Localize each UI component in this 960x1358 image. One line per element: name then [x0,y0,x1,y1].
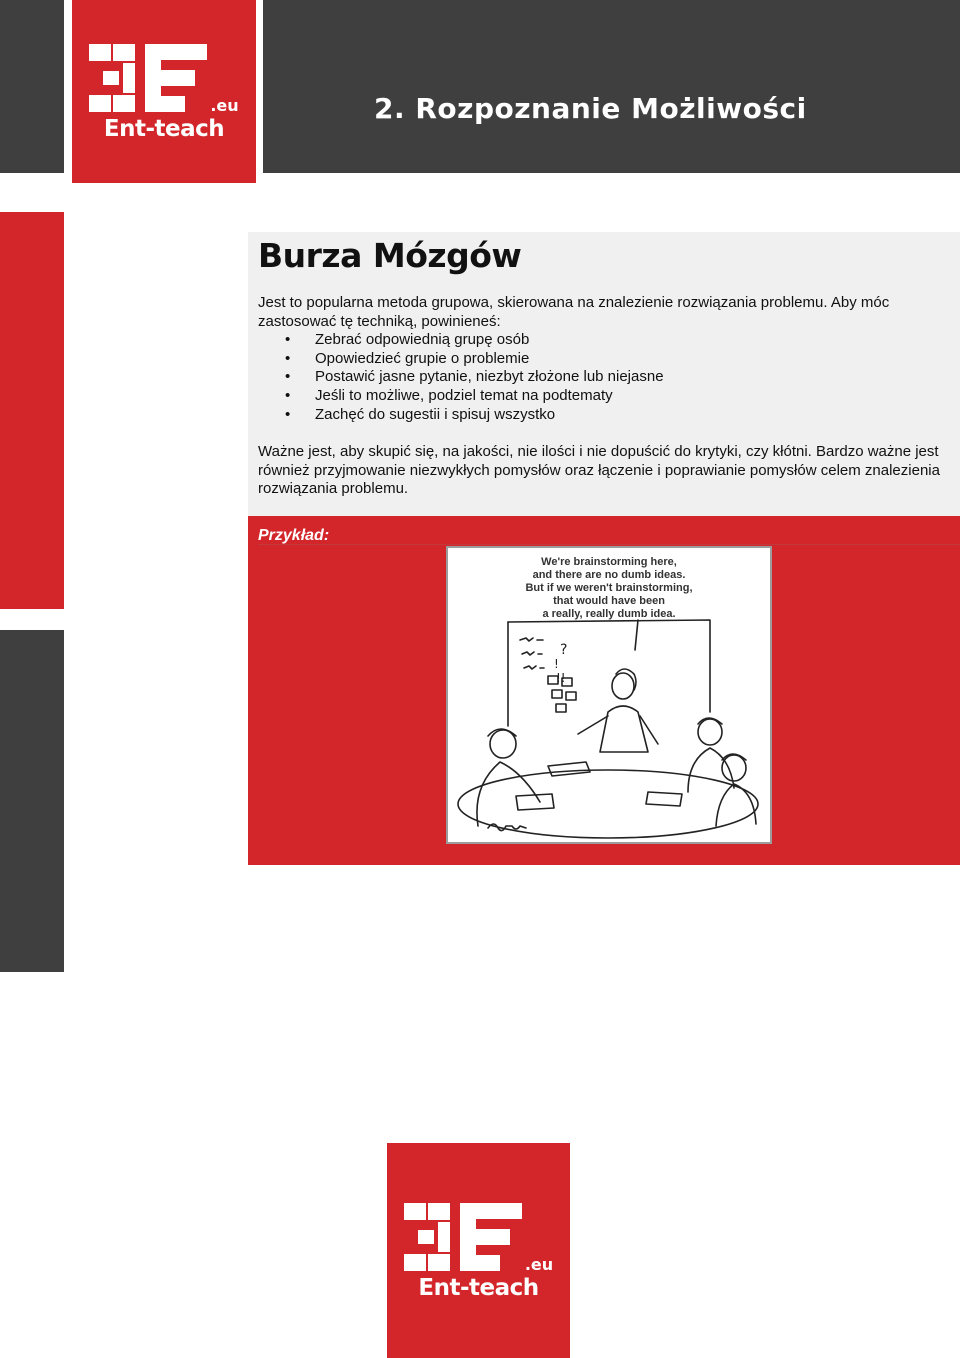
header-bar-right [263,0,960,173]
example-label: Przykład: [258,527,330,544]
bullet-icon: • [285,368,291,386]
note-paragraph: Ważne jest, aby skupić się, na jakości, nie ilości i nie dopuścić do krytyki, czy kłótni. Bardzo ważne jest również przyjmowanie niezwykłych pomysłów oraz łączenie i poprawianie pomysłów celem znalezienia rozwiązania problemu. [258,443,940,498]
list-item: • Jeśli to możliwe, podziel temat na podtematy [285,387,613,405]
logo-mark [89,42,238,114]
steps-list [258,331,948,425]
caption-line: a really, really dumb idea. [542,608,676,620]
cartoon-caption [448,548,770,621]
logo-3e-icon [404,1201,522,1273]
whiteboard-outline [508,620,710,712]
header-logo [72,0,256,183]
side-bar-dark [0,630,64,972]
bullet-icon: • [285,405,291,423]
caption-line: and there are no dumb ideas. [532,569,686,581]
board-mark: !! [556,671,566,685]
caption-line: But if we weren't brainstorming, [525,582,693,594]
logo-3e-icon [89,42,207,114]
logo-domain-suffix: .eu [524,1254,554,1274]
logo-mark [404,1201,553,1273]
example-divider [258,544,960,545]
side-bar-red [0,212,64,609]
header-bar-left [0,0,64,173]
footer-logo [387,1143,570,1358]
cartoon-drawing [448,616,770,842]
caption-line: We're brainstorming here, [541,556,677,568]
list-item: • Zachęć do sugestii i spisuj wszystko [285,405,556,423]
logo-domain-suffix: .eu [210,95,239,115]
list-item: • Opowiedzieć grupie o problemie [285,349,530,367]
list-item: • Zebrać odpowiednią grupę osób [285,331,530,348]
logo-name: Ent-teach [103,115,225,142]
page-title: 2. Rozpoznanie Możliwości [374,92,807,125]
logo-name: Ent-teach [418,1274,539,1301]
caption-line: that would have been [553,595,665,607]
list-item: • Postawić jasne pytanie, niezbyt złożone lub niejasne [285,368,664,386]
board-mark: ! [554,657,559,671]
cartoon-image [446,546,772,844]
bullet-icon: • [285,331,291,348]
section-title: Burza Mózgów [258,236,522,275]
board-mark: ? [560,642,568,658]
bullet-icon: • [285,349,291,367]
intro-paragraph: Jest to popularna metoda grupowa, skierowana na znalezienie rozwiązania problemu. Aby móc zastosować tę techniką, powinieneś: [258,294,890,330]
bullet-icon: • [285,387,291,405]
